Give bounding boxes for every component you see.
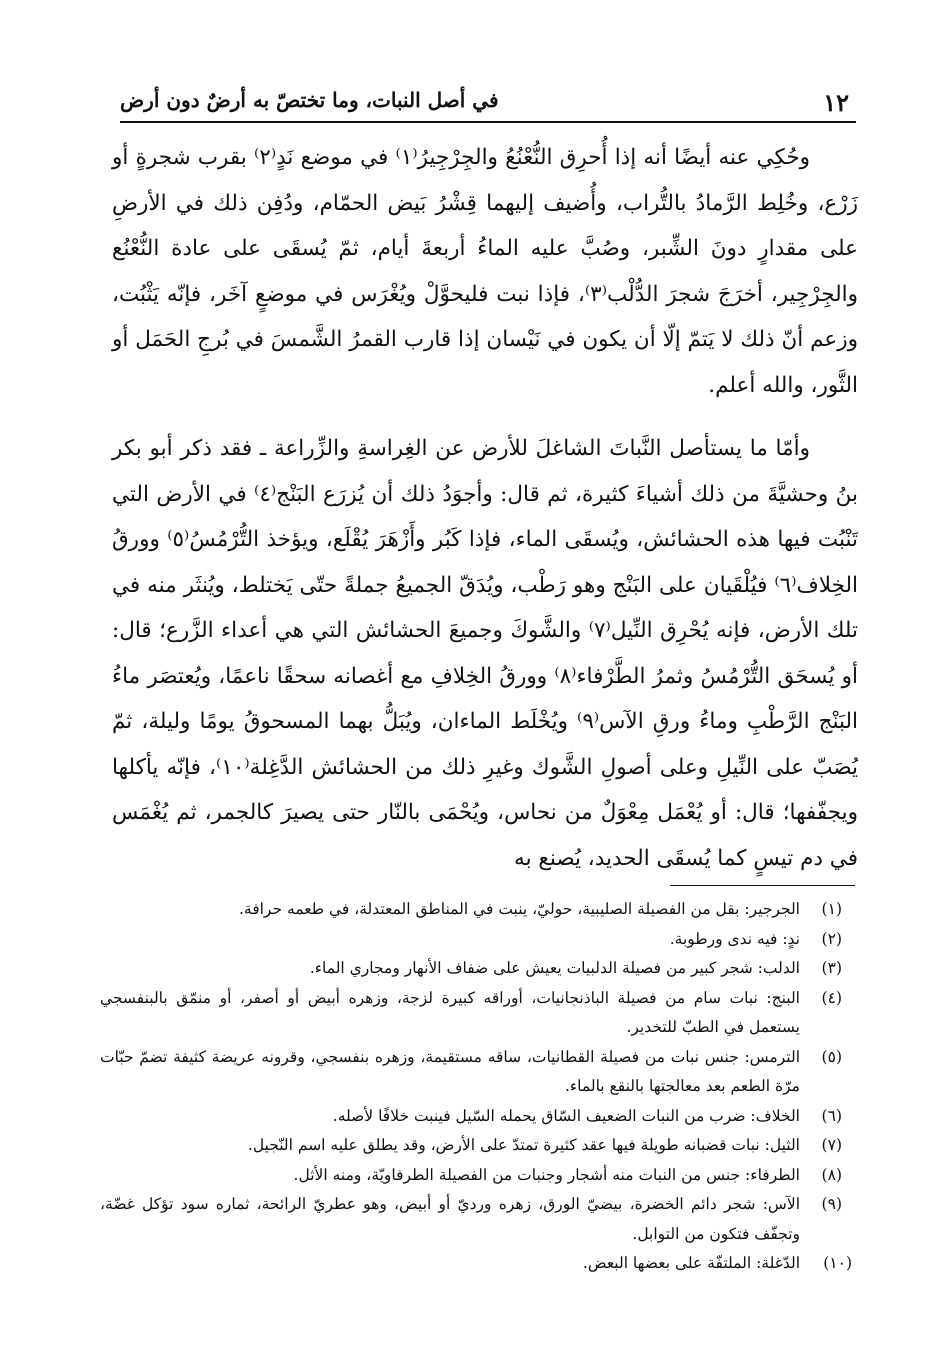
footnote-text: البنج: نبات سام من فصيلة الباذنجانيات، أوراقه كبيرة لزجة، وزهره أبيض أو أصفر، أو منمّق بالبنفسجي يستعمل في الطبّ للتخدير.	[100, 988, 800, 1036]
footnote-text: الدلب: شجر كبير من فصيلة الدلبيات يعيش على ضفاف الأنهار ومجاري الماء.	[309, 959, 800, 977]
footnote-number: (٨)	[821, 1165, 842, 1184]
footnote	[100, 984, 852, 1043]
footnote-number: (٢)	[821, 929, 842, 948]
running-title: في أصل النبات، وما تختصّ به أرضٌ دون أرض	[120, 88, 499, 112]
footnote-text: الطرفاء: جنس من النبات منه أشجار وجنبات من الفصيلة الطرفاويّة، ومنه الأثل.	[293, 1165, 800, 1184]
footnote	[100, 895, 852, 925]
page-header	[120, 86, 855, 120]
footnote	[100, 954, 852, 984]
footnote	[100, 1131, 852, 1161]
footnote-text: ندٍ: فيه ندى ورطوبة.	[669, 929, 800, 948]
footnote-number: (١)	[821, 900, 842, 918]
header-rule	[120, 121, 856, 123]
footnote-number: (٥)	[821, 1047, 842, 1066]
footnote-number: (١٠)	[823, 1254, 852, 1272]
footnote-separator	[670, 885, 855, 886]
footnote	[100, 1161, 852, 1191]
footnote-number: (٤)	[821, 988, 842, 1007]
footnote-text: الآس: شجر دائم الخضرة، بيضيّ الورق، زهره ورديّ أو أبيض، وهو عطريّ الرائحة، ثماره سود تؤكل غضّة، وتجفّف فتكون من التوابل.	[100, 1195, 800, 1243]
paragraph: وأمّا ما يستأصل النَّباتَ الشاغلَ للأرض عن الغِراسةِ والزِّراعة ـ فقد ذكر أبو بكر بنُ وحشيَّةَ من ذلك أشياءَ كثيرة، ثم قال: وأجوَدُ ذلك أن يُزرَع البَنْج⁽٤⁾ في الأرض التي تَنْبُت فيها هذه الحشائش، ويُسقَى الماء، فإذا كَبُر وأَزْهَرَ يُقْلَع، ويؤخذ التُّرْمُسُ⁽٥⁾ وورقُ الخِلاف⁽٦⁾ فيُلْقَيان على البَنْج وهو رَطْب، ويُدَقّ الجميعُ جملةً حتّى يَختلط، ويُنثَر منه في تلك الأرض، فإنه يُحْرِق النِّيل⁽٧⁾ والشَّوكَ وجميعَ الحشائش التي هي أعداء الزَّرع؛ قال: أو يُسحَق التُّرْمُسُ وثمرُ الطَّرْفاء⁽٨⁾ وورقُ الخِلافِ مع أغصانه سحقًا ناعمًا، ويُعتصَر ماءُ البَنْج الرَّطْبِ وماءُ ورقِ الآس⁽٩⁾ ويُخْلَط الماءان، ويُبَلُّ بهما المسحوقُ يومًا وليلة، ثمّ يُصَبّ على النِّيلِ وعلى أصولِ الشَّوك وغيرِ ذلك من الحشائش الدَّغِلة⁽١٠⁾، فإنّه يأكلها ويجفّفها؛ قال: أو يُعْمَل مِعْوَلٌ من نحاس، ويُحْمَى بالنّار حتى يصيرَ كالجمر، ثم يُغْمَس في دم تيسٍ كما يُسقَى الحديد، يُصنع به	[112, 436, 859, 871]
footnote-text: الثيل: نبات قضبانه طويلة فيها عقد كثيرة تمتدّ على الأرض، وقد يطلق عليه اسم النّجيل.	[247, 1136, 800, 1154]
footnote-text: الخلاف: ضرب من النبات الضعيف السّاق يحمله السّيل فينبت خلافًا لأصله.	[332, 1106, 800, 1125]
footnote-number: (٣)	[821, 959, 842, 977]
footnote-number: (٩)	[821, 1195, 842, 1213]
footnote	[100, 1043, 852, 1102]
footnote-number: (٧)	[821, 1136, 842, 1154]
footnote	[100, 1249, 852, 1279]
footnotes	[100, 895, 852, 1279]
page-number: ١٢	[823, 88, 849, 117]
footnote-text: الجرجير: بقل من الفصيلة الصليبية، حوليّ، ينبت في المناطق المعتدلة، في طعمه حرافة.	[238, 900, 800, 918]
main-text	[112, 135, 858, 881]
footnote-text: الترمس: جنس نبات من فصيلة القطانيات، ساقه مستقيمة، وزهره بنفسجي، وقرونه عريضة كثيفة تضمّ حبّات مرّة الطعم بعد معالجتها بالنقع بالماء.	[100, 1047, 800, 1095]
paragraph: وحُكِي عنه أيضًا أنه إذا أُحرِق النُّعْنُعُ والجِرْجِيرُ⁽١⁾ في موضع نَدٍ⁽٢⁾ بقرب شجرةٍ أو زَرْع، وخُلِط الرَّمادُ بالتُّراب، وأُضيف إليهما قِشْرُ بَيض الحمّام، ودُفِن ذلك في الأرضِ على مقدارٍ دونَ الشِّبر، وصُبَّ عليه الماءُ أربعةَ أيام، ثمّ يُسقَى على عادة النُّعْنُع والجِرْجِير، أخرَجَ شجرَ الدُّلْب⁽٣⁾، فإذا نبت فليحوَّلْ ويُغْرَس في موضعٍ آخَر، فإنّه يَثْبُت، وزعم أنّ ذلك لا يَتمّ إلّا أن يكون في نَيْسان إذا قارب القمرُ الشَّمسَ في بُرجِ الحَمَل أو الثَّور، والله أعلم.	[112, 145, 858, 398]
footnote-number: (٦)	[821, 1106, 842, 1125]
footnote	[100, 1190, 852, 1249]
footnote	[100, 925, 852, 955]
footnote-text: الدّغلة: الملتفّة على بعضها البعض.	[582, 1254, 800, 1272]
footnote	[100, 1102, 852, 1132]
